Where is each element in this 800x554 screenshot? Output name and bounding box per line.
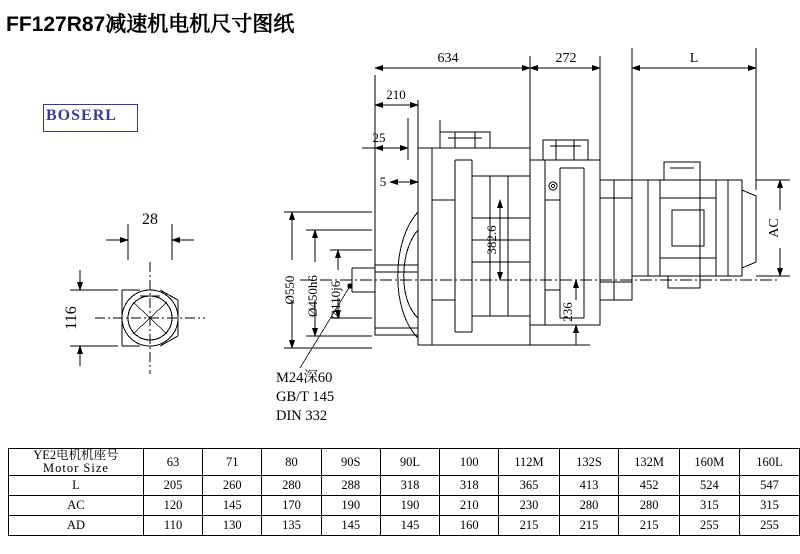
cell: 145 — [203, 496, 262, 516]
table-header-size: 132M — [619, 449, 679, 476]
table-header-size: 90L — [380, 449, 439, 476]
cell: 255 — [679, 516, 739, 536]
cell: 280 — [619, 496, 679, 516]
svg-text:25: 25 — [372, 130, 386, 145]
cell: 547 — [739, 476, 799, 496]
svg-text:272: 272 — [555, 51, 577, 66]
table-header-size: 71 — [203, 449, 262, 476]
cell: 315 — [679, 496, 739, 516]
svg-text:5: 5 — [379, 174, 387, 189]
note-m24: M24深60 — [276, 370, 333, 386]
cell: 110 — [143, 516, 202, 536]
note-din: DIN 332 — [276, 408, 328, 424]
logo-text: BOSERL — [46, 107, 117, 124]
cell: 365 — [499, 476, 559, 496]
cell: 524 — [679, 476, 739, 496]
cell: 215 — [619, 516, 679, 536]
cell: 190 — [380, 496, 439, 516]
motor-size-table — [8, 448, 800, 536]
cell: 318 — [380, 476, 439, 496]
cell: 318 — [440, 476, 499, 496]
row-label: AD — [9, 516, 144, 536]
table-header-size: 160L — [739, 449, 799, 476]
cell: 260 — [203, 476, 262, 496]
cell: 230 — [499, 496, 559, 516]
cell: 145 — [321, 516, 380, 536]
row-label: AC — [9, 496, 144, 516]
note-gbt: GB/T 145 — [276, 389, 335, 405]
cell: 160 — [440, 516, 499, 536]
table-header-size: 160M — [679, 449, 739, 476]
table-header-size: 90S — [321, 449, 380, 476]
svg-text:116: 116 — [63, 306, 80, 330]
cell: 288 — [321, 476, 380, 496]
svg-text:Ø110j6: Ø110j6 — [328, 280, 343, 320]
svg-text:382.6: 382.6 — [484, 225, 499, 255]
cell: 135 — [262, 516, 321, 536]
table-row — [9, 516, 800, 536]
table-header-size: 132S — [559, 449, 619, 476]
table-header-size: 100 — [440, 449, 499, 476]
cell: 255 — [739, 516, 799, 536]
table-row — [9, 496, 800, 516]
svg-text:28: 28 — [142, 211, 158, 228]
svg-text:210: 210 — [386, 87, 406, 102]
table-header-size: 63 — [143, 449, 202, 476]
svg-text:Ø550: Ø550 — [282, 275, 297, 305]
table-header-size: 112M — [499, 449, 559, 476]
cell: 315 — [739, 496, 799, 516]
table-row — [9, 476, 800, 496]
row-label: L — [9, 476, 144, 496]
cell: 120 — [143, 496, 202, 516]
cell: 130 — [203, 516, 262, 536]
cell: 190 — [321, 496, 380, 516]
svg-text:Ø450h6: Ø450h6 — [305, 275, 320, 317]
svg-text:236: 236 — [560, 302, 575, 322]
cell: 413 — [559, 476, 619, 496]
cell: 210 — [440, 496, 499, 516]
cell: 215 — [559, 516, 619, 536]
svg-text:634: 634 — [437, 51, 459, 66]
page-title: FF127R87减速机电机尺寸图纸 — [6, 13, 295, 36]
table-header-label: YE2电机机座号 Motor Size — [9, 449, 144, 476]
table-header-row — [9, 449, 800, 476]
cell: 205 — [143, 476, 202, 496]
table-header-size: 80 — [262, 449, 321, 476]
cell: 215 — [499, 516, 559, 536]
cell: 452 — [619, 476, 679, 496]
cell: 280 — [559, 496, 619, 516]
cell: 145 — [380, 516, 439, 536]
cell: 280 — [262, 476, 321, 496]
svg-text:L: L — [689, 51, 699, 66]
cell: 170 — [262, 496, 321, 516]
svg-text:AC: AC — [767, 218, 782, 238]
